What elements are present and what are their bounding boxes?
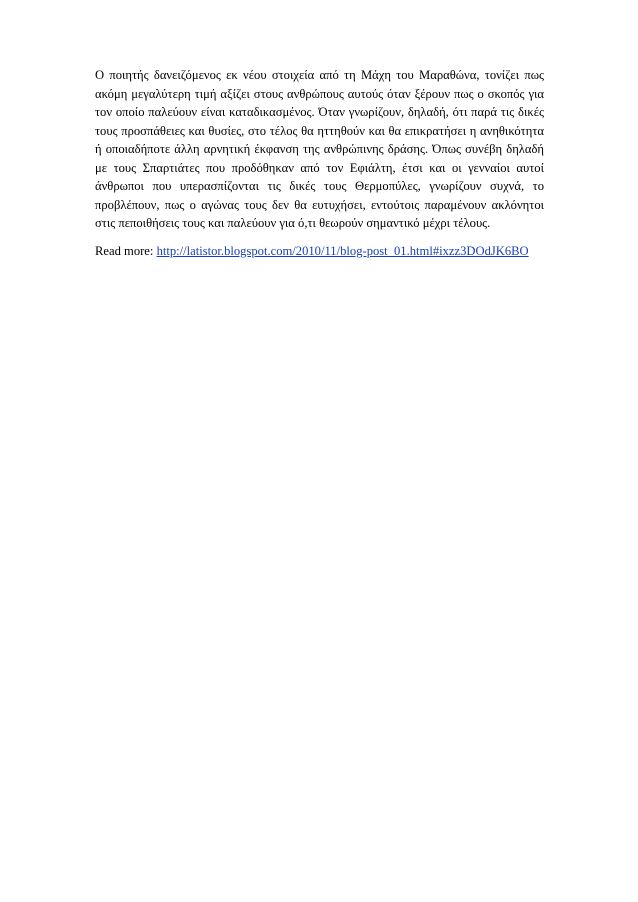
document-body [95, 66, 544, 260]
read-more-link[interactable]: http://latistor.blogspot.com/2010/11/blog-post_01.html#ixzz3DOdJK6BO [156, 243, 529, 258]
body-paragraph: Ο ποιητής δανειζόμενος εκ νέου στοιχεία από τη Μάχη του Μαραθώνα, τονίζει πως ακόμη μεγαλύτερη τιμή αξίζει στους ανθρώπους αυτούς όταν ξέρουν πως ο σκοπός για τον οποίο παλεύουν είναι καταδικασμένος. Όταν γνωρίζουν, δηλαδή, ότι παρά τις δικές τους προσπάθειες και θυσίες, στο τέλος θα ηττηθούν και θα επικρατήσει η ανηθικότητα ή οποιαδήποτε άλλη αρνητική έκφανση της ανθρώπινης δράσης. Όπως συνέβη δηλαδή με τους Σπαρτιάτες που προδόθηκαν από τον Εφιάλτη, έτσι και οι γενναίοι αυτοί άνθρωποι που υπερασπίζονται τις δικές τους Θερμοπύλες, γνωρίζουν συχνά, το προβλέπουν, πως ο αγώνας τους δεν θα ευτυχήσει, εντούτοις παραμένουν ακλόνητοι στις πεποιθήσεις τους και παλεύουν για ό,τι θεωρούν σημαντικό μέχρι τέλους. [95, 68, 544, 230]
read-more-label: Read more: [95, 243, 154, 258]
read-more-line [95, 242, 544, 261]
